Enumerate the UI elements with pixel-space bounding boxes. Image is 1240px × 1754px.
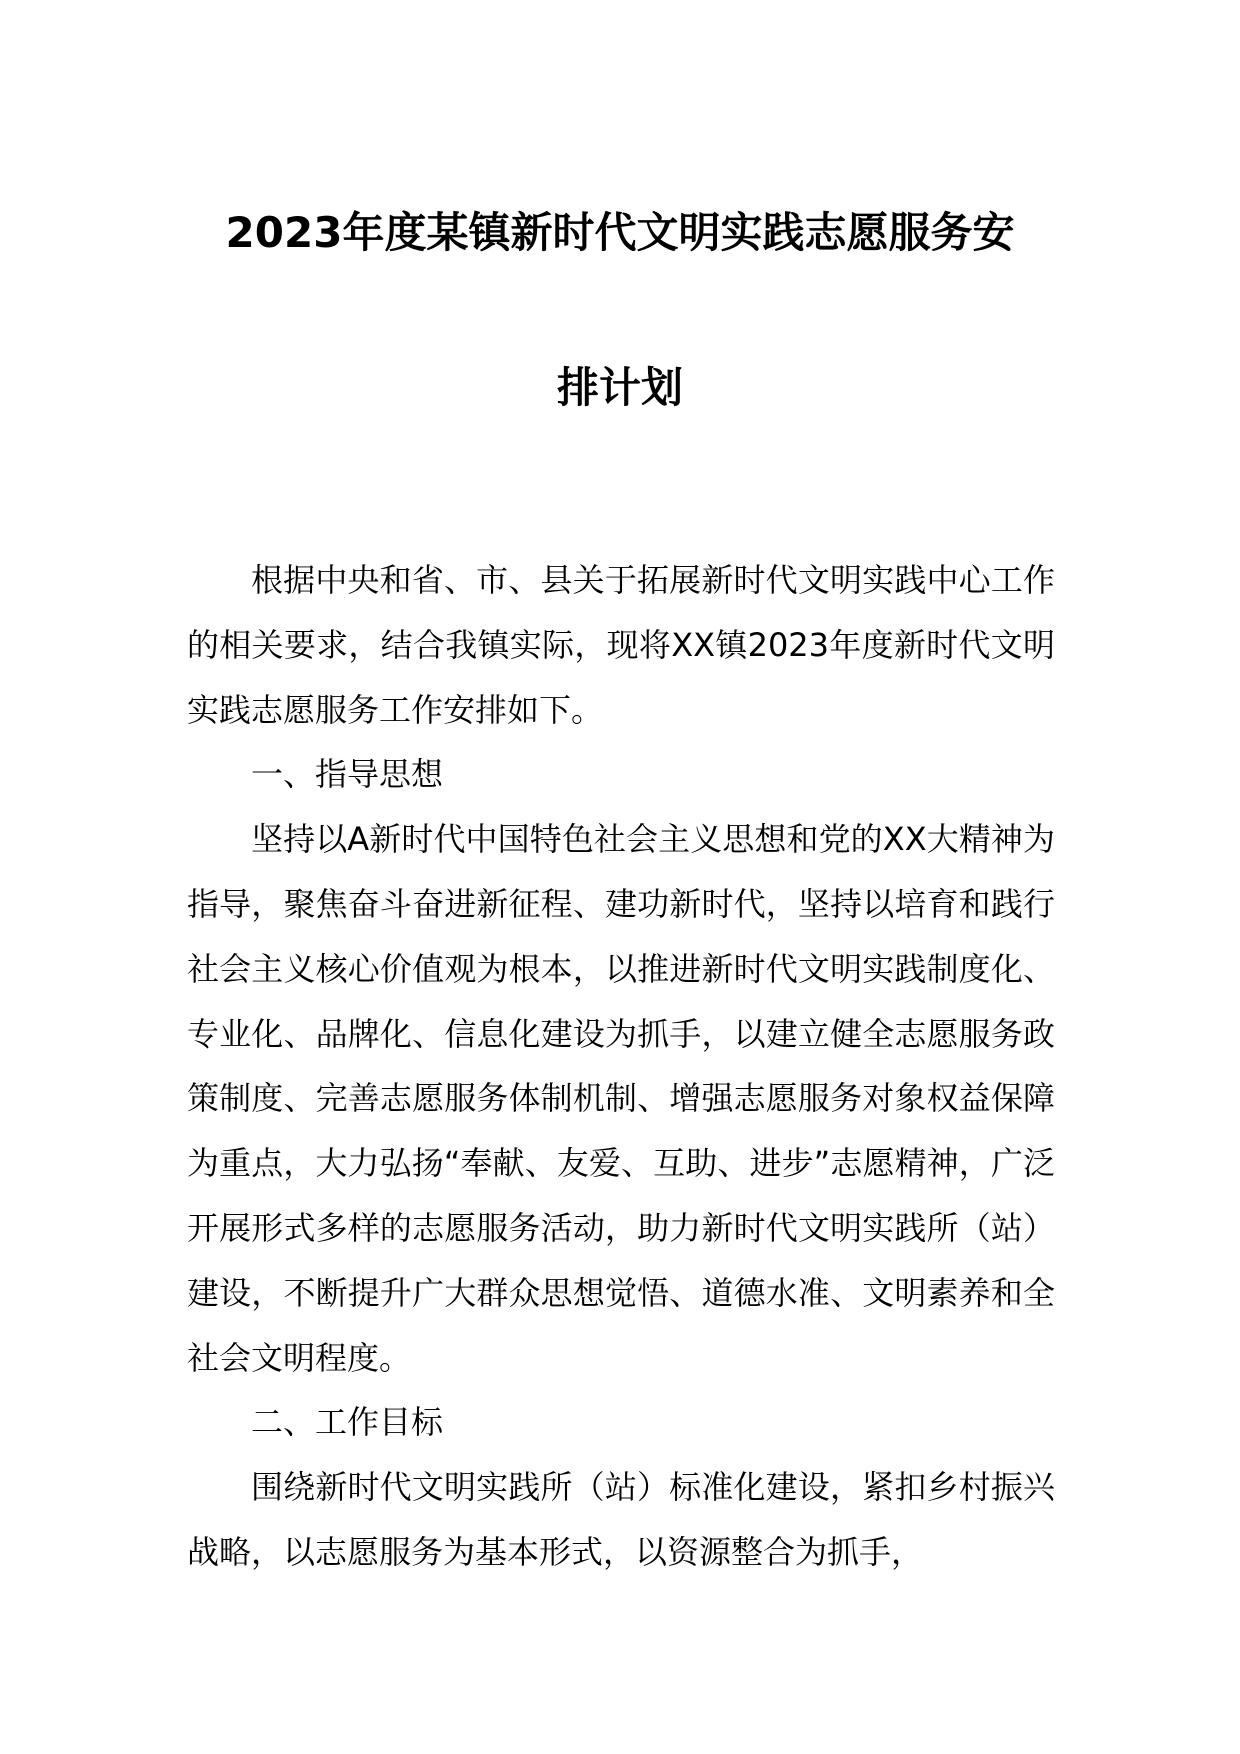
intro-paragraph: 根据中央和省、市、县关于拓展新时代文明实践中心工作的相关要求，结合我镇实际，现将XX镇2023年度新时代文明实践志愿服务工作安排如下。 — [187, 561, 1055, 729]
document-body — [187, 548, 1055, 1585]
document-title-line-1: 2023年度某镇新时代文明实践志愿服务安 — [225, 208, 1015, 257]
section-heading-work-goals: 二、工作目标 — [251, 1403, 444, 1442]
guiding-ideology-paragraph: 坚持以A新时代中国特色社会主义思想和党的XX大精神为指导，聚焦奋斗奋进新征程、建功新时代，坚持以培育和践行社会主义核心价值观为根本，以推进新时代文明实践制度化、专业化、品牌化、信息化建设为抓手，以建立健全志愿服务政策制度、完善志愿服务体制机制、增强志愿服务对象权益保障为重点，大力弘扬“奉献、友爱、互助、进步”志愿精神，广泛开展形式多样的志愿服务活动，助力新时代文明实践所（站）建设，不断提升广大群众思想觉悟、道德水准、文明素养和全社会文明程度。 — [187, 820, 1055, 1377]
section-heading-guiding-ideology: 一、指导思想 — [251, 755, 444, 794]
work-goals-paragraph: 围绕新时代文明实践所（站）标准化建设，紧扣乡村振兴战略，以志愿服务为基本形式，以资源整合为抓手， — [187, 1468, 1055, 1571]
document-title-line-2: 排计划 — [556, 363, 683, 412]
